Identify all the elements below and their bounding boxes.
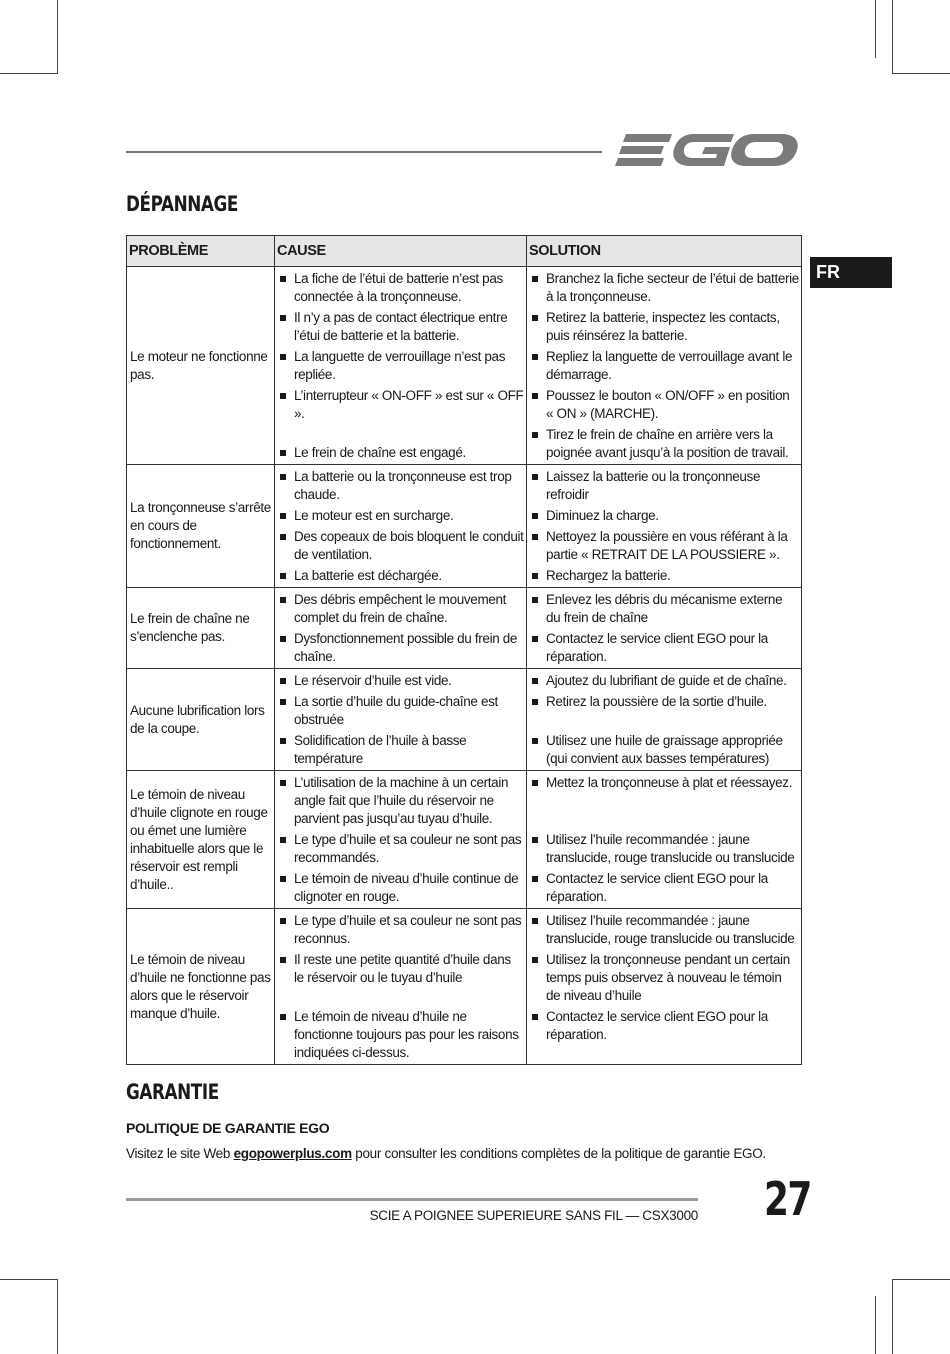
solution-cell — [527, 588, 802, 669]
problem-cell: Aucune lubrification lors de la coupe. — [127, 669, 275, 771]
solution-cell — [527, 267, 802, 465]
page-number: 27 — [764, 1172, 811, 1226]
solution-item: Rechargez la batterie. — [529, 567, 799, 585]
solution-item: Contactez le service client EGO pour la réparation. — [529, 1008, 799, 1044]
solution-item: Poussez le bouton « ON/OFF » en position « ON » (MARCHE). — [529, 387, 799, 423]
warranty-subtitle: POLITIQUE DE GARANTIE EGO — [126, 1120, 330, 1136]
solution-item: Nettoyez la poussière en vous référant à la partie « RETRAIT DE LA POUSSIERE ». — [529, 528, 799, 564]
solution-item: Utilisez une huile de graissage appropriée (qui convient aux basses températures) — [529, 732, 799, 768]
cause-item: Dysfonctionnement possible du frein de chaîne. — [277, 630, 524, 666]
crop-mark — [57, 1279, 58, 1354]
warranty-text — [126, 1146, 766, 1161]
crop-mark — [875, 0, 876, 58]
table-header-row — [127, 236, 802, 267]
solution-item: Retirez la poussière de la sortie d’huile. — [529, 693, 799, 711]
table-row — [127, 669, 802, 771]
problem-cell: La tronçonneuse s’arrête en cours de fonctionnement. — [127, 465, 275, 588]
solution-item: Repliez la languette de verrouillage avant le démarrage. — [529, 348, 799, 384]
solution-item: Contactez le service client EGO pour la réparation. — [529, 870, 799, 906]
problem-cell: Le moteur ne fonctionne pas. — [127, 267, 275, 465]
cause-item: Le type d’huile et sa couleur ne sont pas recommandés. — [277, 831, 524, 867]
troubleshooting-title: DÉPANNAGE — [126, 192, 238, 216]
solution-item: Retirez la batterie, inspectez les contacts, puis réinsérez la batterie. — [529, 309, 799, 345]
table-row — [127, 771, 802, 909]
cause-item: Le témoin de niveau d’huile ne fonctionne toujours pas pour les raisons indiquées ci-dessus. — [277, 1008, 524, 1062]
solution-cell — [527, 669, 802, 771]
cause-item: Il n’y a pas de contact électrique entre l’étui de batterie et la batterie. — [277, 309, 524, 345]
problem-cell: Le témoin de niveau d’huile ne fonctionne pas alors que le réservoir manque d’huile. — [127, 909, 275, 1065]
crop-mark — [892, 73, 950, 74]
cause-item: Des débris empêchent le mouvement complet du frein de chaîne. — [277, 591, 524, 627]
crop-mark — [892, 0, 893, 74]
column-header-cause: CAUSE — [275, 236, 527, 267]
cause-item: Il reste une petite quantité d’huile dans le réservoir ou le tuyau d’huile — [277, 951, 524, 987]
cause-item: L’interrupteur « ON-OFF » est sur « OFF ». — [277, 387, 524, 423]
solution-item: Laissez la batterie ou la tronçonneuse refroidir — [529, 468, 799, 504]
column-header-solution: SOLUTION — [527, 236, 802, 267]
cause-item: Le réservoir d’huile est vide. — [277, 672, 524, 690]
cause-item: Solidification de l’huile à basse température — [277, 732, 524, 768]
cause-item: L’utilisation de la machine à un certain angle fait que l’huile du réservoir ne parvient pas jusqu’au tuyau d’huile. — [277, 774, 524, 828]
solution-item: Utilisez l’huile recommandée : jaune translucide, rouge translucide ou translucide — [529, 912, 799, 948]
cause-item: Le frein de chaîne est engagé. — [277, 444, 524, 462]
table-row — [127, 465, 802, 588]
cause-item: La sortie d’huile du guide-chaîne est obstruée — [277, 693, 524, 729]
cause-cell — [275, 909, 527, 1065]
header-rule — [126, 151, 602, 153]
solution-cell — [527, 465, 802, 588]
cause-item: Le témoin de niveau d’huile continue de clignoter en rouge. — [277, 870, 524, 906]
column-header-problem: PROBLÈME — [127, 236, 275, 267]
cause-cell — [275, 465, 527, 588]
solution-item: Branchez la fiche secteur de l’étui de batterie à la tronçonneuse. — [529, 270, 799, 306]
cause-cell — [275, 771, 527, 909]
cause-item: La batterie est déchargée. — [277, 567, 524, 585]
cause-cell — [275, 588, 527, 669]
crop-mark — [892, 1279, 950, 1280]
crop-mark — [0, 1279, 58, 1280]
cause-item: La languette de verrouillage n’est pas repliée. — [277, 348, 524, 384]
footer-product-name: SCIE A POIGNEE SUPERIEURE SANS FIL — CSX3000 — [369, 1208, 698, 1223]
solution-item: Utilisez la tronçonneuse pendant un certain temps puis observez à nouveau le témoin de niveau d’huile — [529, 951, 799, 1005]
crop-mark — [892, 1279, 893, 1354]
cause-item: La batterie ou la tronçonneuse est trop chaude. — [277, 468, 524, 504]
solution-item: Contactez le service client EGO pour la réparation. — [529, 630, 799, 666]
cause-cell — [275, 267, 527, 465]
cause-item: Le type d’huile et sa couleur ne sont pas reconnus. — [277, 912, 524, 948]
warranty-link[interactable]: egopowerplus.com — [233, 1146, 352, 1161]
table-row — [127, 588, 802, 669]
warranty-title: GARANTIE — [126, 1080, 219, 1104]
troubleshooting-table — [126, 235, 802, 1065]
table-row — [127, 267, 802, 465]
solution-cell — [527, 771, 802, 909]
ego-logo — [614, 128, 800, 172]
solution-cell — [527, 909, 802, 1065]
crop-mark — [0, 73, 58, 74]
solution-item: Ajoutez du lubrifiant de guide et de chaîne. — [529, 672, 799, 690]
solution-item: Enlevez les débris du mécanisme externe du frein de chaîne — [529, 591, 799, 627]
solution-item: Diminuez la charge. — [529, 507, 799, 525]
solution-item: Utilisez l’huile recommandée : jaune translucide, rouge translucide ou translucide — [529, 831, 799, 867]
warranty-text-after: pour consulter les conditions complètes de la politique de garantie EGO. — [351, 1146, 766, 1161]
problem-cell: Le témoin de niveau d’huile clignote en rouge ou émet une lumière inhabituelle alors que le réservoir est rempli d’huile.. — [127, 771, 275, 909]
solution-item: Tirez le frein de chaîne en arrière vers la poignée avant jusqu’à la position de travail. — [529, 426, 799, 462]
cause-item: La fiche de l’étui de batterie n’est pas connectée à la tronçonneuse. — [277, 270, 524, 306]
cause-item: Le moteur est en surcharge. — [277, 507, 524, 525]
problem-cell: Le frein de chaîne ne s’enclenche pas. — [127, 588, 275, 669]
footer-rule — [126, 1198, 698, 1201]
cause-item: Des copeaux de bois bloquent le conduit de ventilation. — [277, 528, 524, 564]
solution-item: Mettez la tronçonneuse à plat et réessayez. — [529, 774, 799, 792]
crop-mark — [875, 1296, 876, 1354]
crop-mark — [57, 0, 58, 74]
table-row — [127, 909, 802, 1065]
language-tab: FR — [810, 257, 892, 288]
warranty-text-before: Visitez le site Web — [126, 1146, 234, 1161]
cause-cell — [275, 669, 527, 771]
